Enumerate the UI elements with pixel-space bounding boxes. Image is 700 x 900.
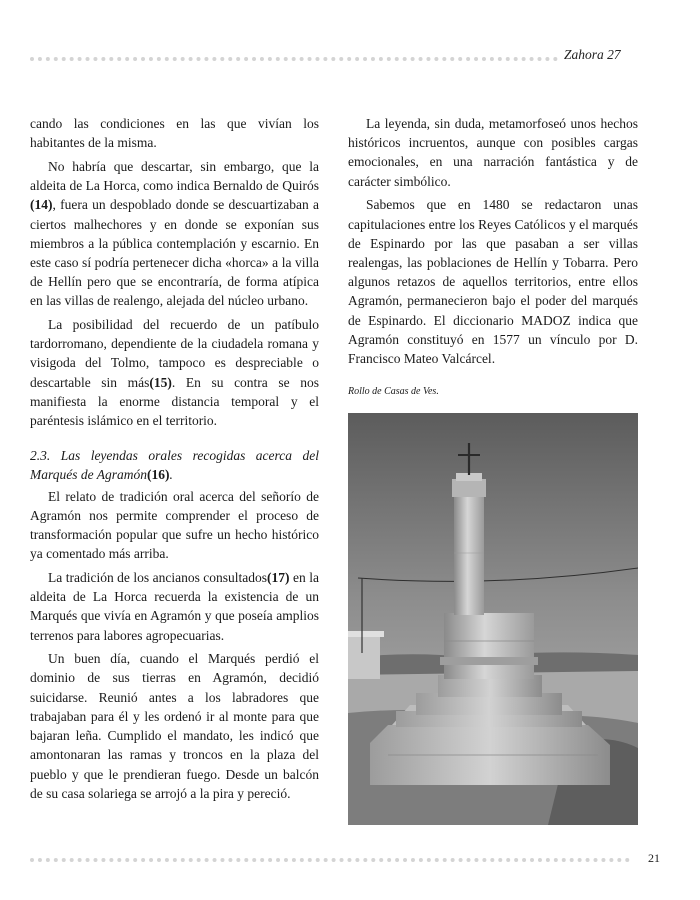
footnote-ref: (15) (149, 374, 172, 390)
paragraph: La leyenda, sin duda, metamorfoseó unos hechos históricos incruentos, aunque con posibles cargas emocionales, en una narración fantástica y de carácter simbólico. (348, 116, 638, 189)
paragraph: cando las condiciones en las que vivían los habitantes de la misma. (30, 116, 319, 151)
footer-dotted-rule (30, 858, 630, 862)
journal-title: Zahora 27 (564, 47, 621, 62)
paragraph: La tradición de los ancianos consultados(17) en la aldeita de La Horca recuerda la existencia de un Marqués que vivía en Agramón y que poseía amplios terrenos para labores agropecuarias. (30, 569, 319, 643)
section-heading: 2.3. Las leyendas orales recogidas acerca del Marqués de Agramón(16). (30, 448, 319, 483)
right-column (348, 114, 638, 825)
paragraph: La posibilidad del recuerdo de un patíbulo tardorromano, dependiente de la ciudadela romana y visigoda del Tolmo, tampoco es despreciable o descartable sin más(15). En su contra se nos manifiesta la enorme distancia temporal y el paréntesis islámico en el territorio. (30, 317, 319, 429)
page-number: 21 (648, 851, 660, 865)
photo-rollo-casas-de-ves (348, 413, 638, 825)
footnote-ref: (16) (147, 467, 170, 483)
header-dotted-rule (30, 57, 558, 61)
footnote-ref: (17) (267, 569, 290, 585)
left-column (30, 114, 319, 807)
paragraph: Sabemos que en 1480 se redactaron unas capitulaciones entre los Reyes Católicos y el marqués de Espinardo por las que pasaban a ser villas realengas, las poblaciones de Hellín y Tobarra. Pero algunos retazos de aquellos territorios, entre ellos Agramón, permanecieron bajo el poder del marqués de Espinardo. El diccionario MADOZ indica que Agramón constituyó en 1577 un vínculo por D. Francisco Mateo Valcárcel. (348, 197, 638, 366)
paragraph: No habría que descartar, sin embargo, que la aldeita de La Horca, como indica Bernaldo de Quirós (14), fuera un despoblado donde se descuartizaban a ciertos malhechores y en donde se exponían sus miembros a la pública contemplación y escarnio. En este caso sí podría pertenecer dicha «horca» a la villa de Hellín pero que se encontraría, de forma atípica en las villas de realengo, alejada del núcleo urbano. (30, 158, 319, 309)
paragraph: Un buen día, cuando el Marqués perdió el dominio de sus tierras en Agramón, decidió suicidarse. Reunió antes a los labradores que trabajaban para él y les ordenó ir al monte para que bajaran leña. Cumplido el mandato, les indicó que amontonaran las ramas y troncos en la plaza del pueblo y que le prendieran fuego. Desde un balcón de su casa solariega se arrojó a la pira y pereció. (30, 651, 319, 801)
photo-caption: Rollo de Casas de Ves. (348, 386, 439, 398)
paragraph: El relato de tradición oral acerca del señorío de Agramón nos permite comprender el proceso de transformación popular que sufre un hecho histórico ya comentado más arriba. (30, 488, 319, 562)
footnote-ref: (14) (30, 197, 53, 213)
